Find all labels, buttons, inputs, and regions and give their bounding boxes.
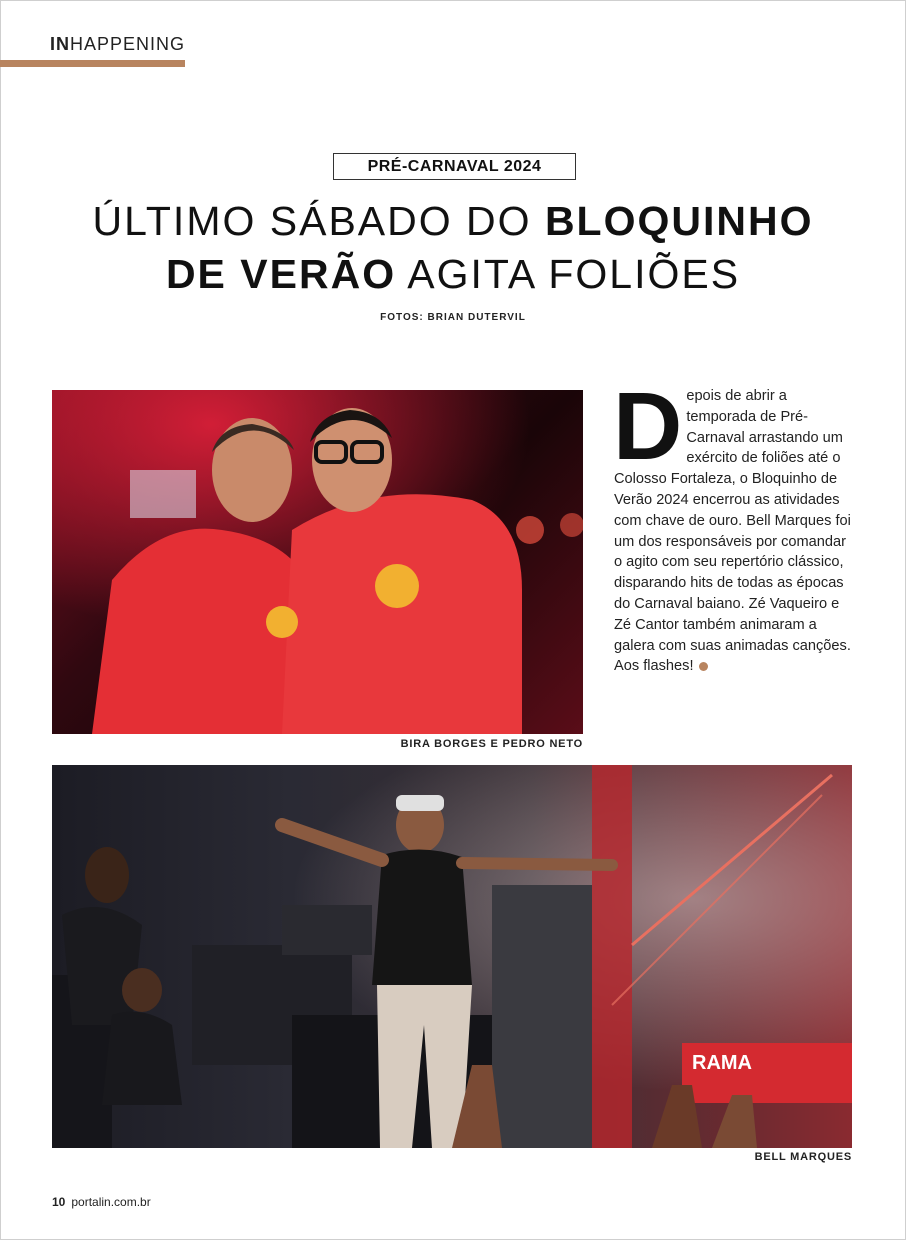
photo-bira-pedro — [52, 390, 583, 734]
photo-credit: FOTOS: BRIAN DUTERVIL — [380, 312, 526, 323]
kicker-label: PRÉ-CARNAVAL 2024 — [333, 153, 576, 180]
photo-bell-marques — [52, 765, 852, 1148]
section-name: HAPPENING — [70, 34, 186, 54]
headline-part4: AGITA FOLIÕES — [396, 251, 741, 297]
photo-caption-2: BELL MARQUES — [754, 1151, 852, 1163]
article-text: epois de abrir a temporada de Pré-Carnaval arrastando um exército de foliões até o Colosso Fortaleza, o Bloquinho de Verão 2024 encerrou as atividades com chave de ouro. Bell Marques foi um dos responsáveis por comandar o agito com seu repertório clássico, disparando hits de todas as épocas do Carnaval baiano. Zé Vaqueiro e Zé Cantor também animaram a galera com suas animadas canções. — [614, 388, 851, 654]
stage-sign-text: RAMA — [692, 1052, 752, 1074]
section-prefix: IN — [50, 34, 70, 54]
headline — [40, 195, 866, 301]
article-closing: Aos flashes! — [614, 658, 694, 675]
headline-part2: BLOQUINHO — [544, 198, 814, 244]
page-footer — [52, 1195, 151, 1209]
section-label — [50, 34, 185, 55]
end-mark-icon — [699, 662, 708, 671]
page-number: 10 — [52, 1195, 66, 1209]
headline-part3: DE VERÃO — [165, 251, 397, 297]
photo-bira-pedro-illustration — [52, 390, 583, 734]
photo-bell-marques-illustration — [52, 765, 852, 1148]
article-body — [613, 373, 858, 677]
section-accent-bar — [0, 60, 185, 67]
headline-part1: ÚLTIMO SÁBADO DO — [92, 198, 545, 244]
footer-site: portalin.com.br — [71, 1195, 151, 1209]
photo-caption-1: BIRA BORGES E PEDRO NETO — [400, 738, 583, 750]
drop-cap: D — [613, 373, 683, 480]
